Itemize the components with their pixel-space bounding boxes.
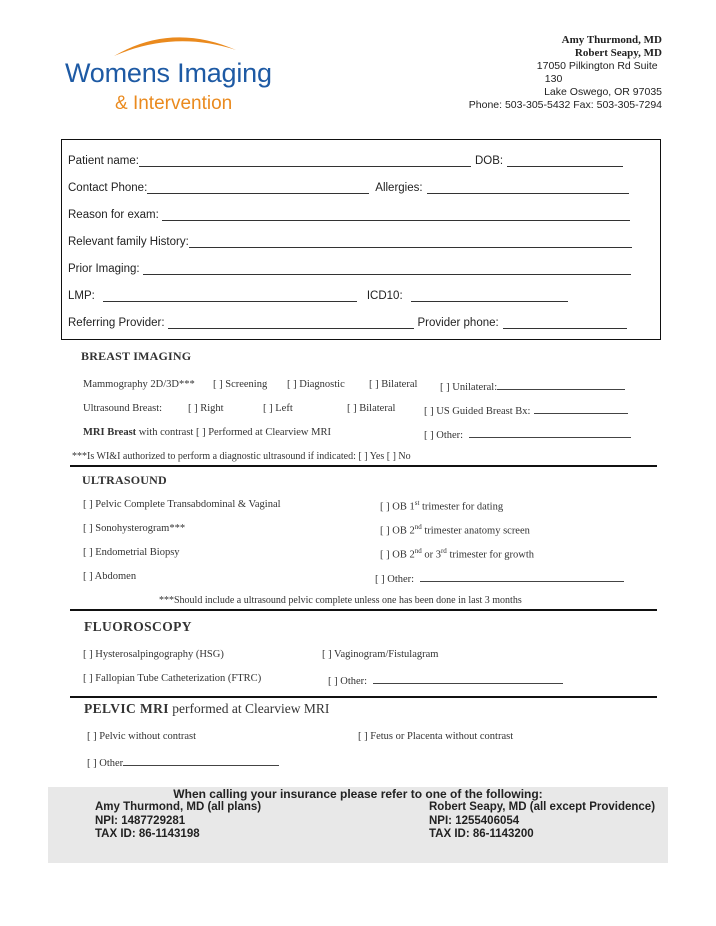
mri-other-label: [ ] Other	[87, 758, 124, 769]
mammography-label: Mammography 2D/3D***	[83, 379, 195, 390]
logo-name: Womens Imaging	[65, 58, 272, 88]
ob2-post: trimester anatomy screen	[421, 525, 530, 537]
logo-arc-icon	[112, 28, 242, 58]
mri-breast-row[interactable]	[83, 427, 331, 438]
ob3-mid: or 3	[421, 549, 441, 561]
mri-breast-label: MRI Breast	[83, 427, 137, 438]
allergies-label: Allergies:	[375, 182, 423, 194]
abdomen-checkbox[interactable]: [ ] Abdomen	[83, 571, 137, 582]
dob-field[interactable]	[507, 154, 623, 167]
section-divider	[70, 696, 657, 698]
authorization-note: ***Is WI&I authorized to perform a diagnostic ultrasound if indicated: [ ] Yes [ ] No	[72, 451, 411, 462]
fluoroscopy-title: FLUOROSCOPY	[84, 619, 192, 634]
us-guided-checkbox[interactable]	[424, 403, 628, 417]
icd10-label: ICD10:	[366, 290, 403, 302]
pelvic-mri-title-rest: performed at Clearview MRI	[168, 701, 330, 716]
insurance-right	[429, 801, 655, 842]
phone-fax: Phone: 503-305-5432 Fax: 503-305-7294	[468, 99, 662, 111]
fluoro-other-field[interactable]	[373, 673, 563, 684]
ob3-sup2: rd	[440, 547, 447, 555]
provider-phone-field[interactable]	[503, 316, 627, 329]
unilateral-label: [ ] Unilateral:	[440, 382, 498, 393]
contact-phone-label: Contact Phone:	[68, 182, 148, 194]
row-lmp	[68, 289, 568, 302]
provider-phone-label: Provider phone:	[417, 317, 499, 329]
bilateral-us-checkbox[interactable]: [ ] Bilateral	[347, 403, 396, 414]
row-prior-imaging	[68, 262, 631, 275]
insurance-left-tax: TAX ID: 86-1143198	[95, 828, 200, 840]
street-1: 17050 Pilkington Rd Suite	[536, 60, 658, 72]
row-family-history	[68, 235, 632, 248]
ob3-sup: nd	[414, 547, 422, 555]
insurance-left	[95, 801, 261, 842]
ob2-text: [ ] OB 2	[380, 525, 415, 537]
family-history-label: Relevant family History:	[68, 236, 189, 248]
us-guided-field[interactable]	[534, 403, 628, 414]
insurance-right-tax: TAX ID: 86-1143200	[429, 828, 534, 840]
ob3-post: trimester for growth	[446, 549, 534, 561]
patient-name-field[interactable]	[139, 154, 471, 167]
breast-other-checkbox[interactable]	[424, 427, 631, 441]
pelvic-without-contrast-checkbox[interactable]: [ ] Pelvic without contrast	[87, 731, 197, 742]
unilateral-checkbox[interactable]	[440, 379, 625, 393]
street-2: 130	[544, 73, 563, 85]
lmp-field[interactable]	[103, 289, 357, 302]
insurance-left-npi: NPI: 1487729281	[95, 814, 186, 827]
section-divider	[70, 465, 657, 467]
mri-breast-text: with contrast [ ] Performed at Clearview MRI	[136, 427, 331, 438]
vaginogram-checkbox[interactable]: [ ] Vaginogram/Fistulagram	[322, 649, 439, 660]
pelvic-complete-checkbox[interactable]: [ ] Pelvic Complete Transabdominal & Vaginal	[83, 499, 281, 510]
section-divider	[70, 609, 657, 611]
ob1-sup: st	[414, 499, 420, 507]
unilateral-field[interactable]	[497, 379, 625, 390]
icd10-field[interactable]	[411, 289, 568, 302]
fluoro-other-checkbox[interactable]	[328, 673, 563, 687]
us-other-label: [ ] Other:	[375, 574, 415, 585]
row-patient	[68, 154, 623, 167]
fluoro-other-label: [ ] Other:	[328, 676, 368, 687]
prior-imaging-field[interactable]	[143, 262, 631, 275]
fetus-placenta-checkbox[interactable]: [ ] Fetus or Placenta without contrast	[358, 731, 514, 742]
ultrasound-note: ***Should include a ultrasound pelvic complete unless one has been done in last 3 months	[159, 595, 522, 606]
reason-label: Reason for exam:	[68, 209, 159, 221]
diagnostic-checkbox[interactable]: [ ] Diagnostic	[287, 379, 345, 390]
address-block	[469, 34, 662, 112]
left-checkbox[interactable]: [ ] Left	[263, 403, 293, 414]
insurance-box	[48, 787, 668, 863]
referring-provider-label: Referring Provider:	[68, 317, 165, 329]
us-other-field[interactable]	[420, 571, 624, 582]
patient-info-box	[61, 139, 661, 340]
ultrasound-breast-label: Ultrasound Breast:	[83, 403, 163, 414]
ob-2nd-trimester-checkbox[interactable]	[380, 523, 530, 537]
pelvic-mri-title	[84, 701, 329, 717]
insurance-right-npi: NPI: 1255406054	[429, 814, 520, 827]
ob2-sup: nd	[414, 523, 422, 531]
ob3-text: [ ] OB 2	[380, 549, 415, 561]
ob1-text: [ ] OB 1	[380, 501, 415, 513]
family-history-field[interactable]	[189, 235, 632, 248]
screening-checkbox[interactable]: [ ] Screening	[213, 379, 268, 390]
referring-provider-field[interactable]	[168, 316, 414, 329]
doctor-1: Amy Thurmond, MD	[561, 34, 662, 46]
row-contact	[68, 181, 629, 194]
city: Lake Oswego, OR 97035	[544, 86, 662, 98]
mri-other-field[interactable]	[123, 755, 279, 766]
sonohysterogram-checkbox[interactable]: [ ] Sonohysterogram***	[83, 523, 186, 534]
bilateral-checkbox[interactable]: [ ] Bilateral	[369, 379, 418, 390]
breast-other-field[interactable]	[469, 427, 631, 438]
insurance-right-name: Robert Seapy, MD (all except Providence)	[429, 801, 656, 813]
lmp-label: LMP:	[68, 290, 95, 302]
pelvic-mri-title-bold: PELVIC MRI	[84, 701, 169, 716]
insurance-left-name: Amy Thurmond, MD (all plans)	[95, 801, 262, 813]
row-reason	[68, 208, 630, 221]
us-guided-label: [ ] US Guided Breast Bx:	[424, 406, 531, 417]
dob-label: DOB:	[474, 155, 504, 167]
doctor-2: Robert Seapy, MD	[574, 47, 662, 59]
prior-imaging-label: Prior Imaging:	[68, 263, 140, 275]
breast-imaging-title: BREAST IMAGING	[81, 349, 192, 363]
ob-growth-checkbox[interactable]	[380, 547, 534, 561]
us-other-checkbox[interactable]	[375, 571, 624, 585]
contact-phone-field[interactable]	[147, 181, 369, 194]
mri-other-checkbox[interactable]	[87, 755, 279, 769]
logo-subtitle: & Intervention	[115, 93, 233, 114]
breast-other-label: [ ] Other:	[424, 430, 464, 441]
patient-name-label: Patient name:	[68, 155, 139, 167]
ob1-post: trimester for dating	[419, 501, 504, 513]
allergies-field[interactable]	[427, 181, 629, 194]
right-checkbox[interactable]: [ ] Right	[188, 403, 224, 414]
ob-1st-trimester-checkbox[interactable]	[380, 499, 503, 513]
endometrial-biopsy-checkbox[interactable]: [ ] Endometrial Biopsy	[83, 547, 180, 558]
insurance-heading: When calling your insurance please refer to one of the following:	[173, 787, 543, 801]
hsg-checkbox[interactable]: [ ] Hysterosalpingography (HSG)	[83, 649, 224, 660]
ultrasound-title: ULTRASOUND	[82, 473, 167, 487]
ftrc-checkbox[interactable]: [ ] Fallopian Tube Catheterization (FTRC)	[83, 673, 262, 684]
row-referring	[68, 316, 627, 329]
reason-field[interactable]	[162, 208, 630, 221]
